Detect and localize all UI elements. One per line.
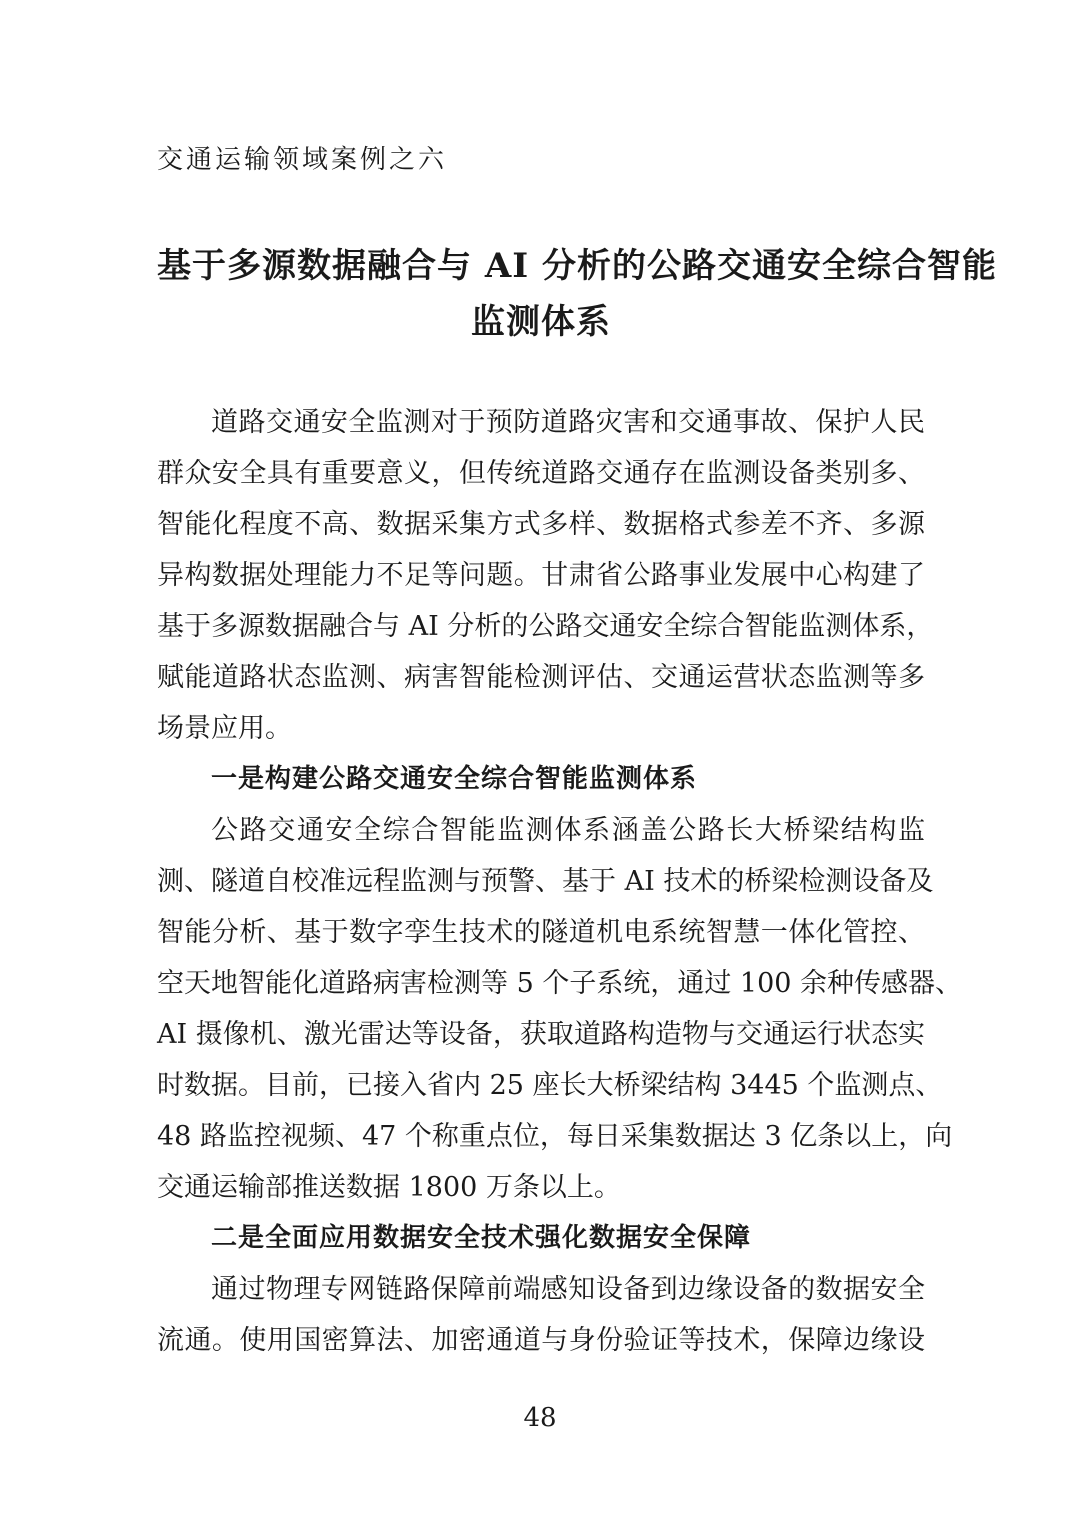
paragraph-line: 流通。使用国密算法、加密通道与身份验证等技术，保障边缘设 (157, 1325, 925, 1356)
paragraph-line: 道路交通安全监测对于预防道路灾害和交通事故、保护人民 (211, 407, 925, 438)
paragraph-line: 异构数据处理能力不足等问题。甘肃省公路事业发展中心构建了 (157, 560, 925, 591)
paragraph-line: 通过物理专网链路保障前端感知设备到边缘设备的数据安全 (211, 1274, 925, 1305)
title-line: 监测体系 (471, 302, 611, 342)
paragraph-line: 场景应用。 (157, 713, 292, 744)
paragraph-line: 48 路监控视频、47 个称重点位，每日采集数据达 3 亿条以上，向 (157, 1121, 953, 1152)
paragraph-line: 赋能道路状态监测、病害智能检测评估、交通运营状态监测等多 (157, 662, 925, 693)
paragraph-line: AI 摄像机、激光雷达等设备，获取道路构造物与交通运行状态实 (157, 1019, 925, 1050)
section-heading: 二是全面应用数据安全技术强化数据安全保障 (211, 1223, 752, 1253)
paragraph-line: 智能化程度不高、数据采集方式多样、数据格式参差不齐、多源 (157, 509, 925, 540)
paragraph-line: 测、隧道自校准远程监测与预警、基于 AI 技术的桥梁检测设备及 (157, 866, 934, 897)
paragraph-line: 智能分析、基于数字孪生技术的隧道机电系统智慧一体化管控、 (157, 917, 925, 948)
paragraph-line: 空天地智能化道路病害检测等 5 个子系统，通过 100 余种传感器、 (157, 968, 963, 999)
body-paragraph (157, 805, 963, 1213)
document-title (157, 238, 997, 350)
paragraph-line: 基于多源数据融合与 AI 分析的公路交通安全综合智能监测体系， (157, 611, 934, 642)
body-paragraph (157, 397, 934, 754)
paragraph-line: 交通运输部推送数据 1800 万条以上。 (157, 1172, 621, 1203)
title-line: 基于多源数据融合与 AI 分析的公路交通安全综合智能 (157, 246, 997, 286)
series-label: 交通运输领域案例之六 (157, 145, 448, 175)
paragraph-line: 时数据。目前，已接入省内 25 座长大桥梁结构 3445 个监测点、 (157, 1070, 943, 1101)
body-paragraph (157, 1264, 925, 1366)
section-heading: 一是构建公路交通安全综合智能监测体系 (211, 764, 698, 794)
document-body (157, 397, 963, 1366)
paragraph-line: 群众安全具有重要意义，但传统道路交通存在监测设备类别多、 (157, 458, 925, 489)
paragraph-line: 公路交通安全综合智能监测体系涵盖公路长大桥梁结构监 (211, 815, 925, 846)
page-number: 48 (523, 1403, 557, 1433)
